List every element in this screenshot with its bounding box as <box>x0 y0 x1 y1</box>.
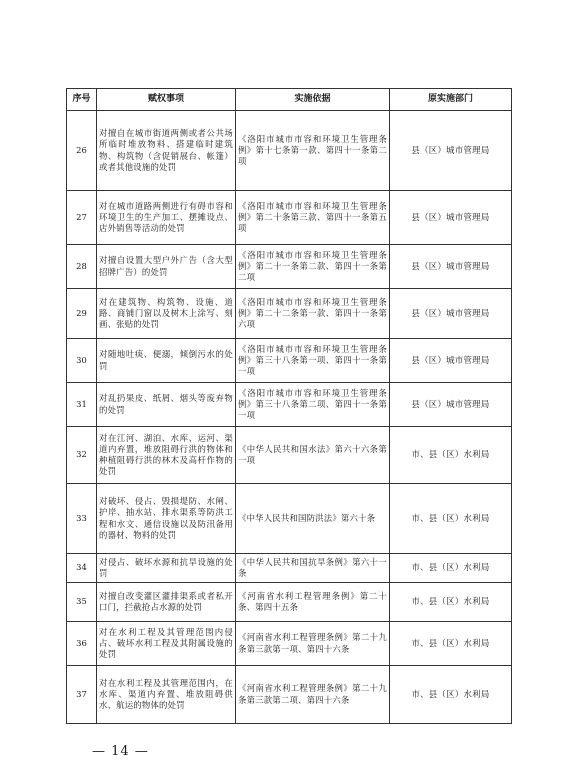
row-department: 市、县（区）水利局 <box>390 666 512 724</box>
row-item: 对擅自设置大型户外广告（含大型招牌广告）的处罚 <box>97 245 236 289</box>
table-row <box>67 339 512 383</box>
table-row <box>67 622 512 666</box>
row-number: 37 <box>67 666 97 724</box>
table-header-row <box>67 89 512 111</box>
row-basis: 《中华人民共和国防洪法》第六十条 <box>236 484 390 554</box>
empowerment-table <box>66 88 512 724</box>
table-row <box>67 583 512 622</box>
row-department: 县（区）城市管理局 <box>390 383 512 427</box>
row-basis: 《洛阳市城市市容和环境卫生管理条例》第三十八条第一项、第四十一条第一项 <box>236 339 390 383</box>
row-number: 36 <box>67 622 97 666</box>
row-department: 县（区）城市管理局 <box>390 339 512 383</box>
row-item: 对在城市道路两侧进行有碍市容和环境卫生的生产加工、摆摊设点、店外销售等活动的处罚 <box>97 191 236 245</box>
row-item: 对乱扔果皮、纸屑、烟头等废弃物的处罚 <box>97 383 236 427</box>
table-row <box>67 191 512 245</box>
table-row <box>67 554 512 583</box>
row-number: 26 <box>67 111 97 191</box>
row-number: 28 <box>67 245 97 289</box>
table-row <box>67 111 512 191</box>
row-item: 对随地吐痰、便溺，倾倒污水的处罚 <box>97 339 236 383</box>
row-basis: 《洛阳市城市市容和环境卫生管理条例》第十七条第一款、第四十一条第二项 <box>236 111 390 191</box>
table-row <box>67 666 512 724</box>
row-department: 县（区）城市管理局 <box>390 111 512 191</box>
row-item: 对在江河、湖泊、水库、运河、渠道内弃置，堆放阻碍行洪的物体和种植阻碍行洪的林木及高杆作物的处罚 <box>97 427 236 484</box>
row-department: 县（区）城市管理局 <box>390 289 512 339</box>
row-number: 30 <box>67 339 97 383</box>
row-item: 对侵占、破坏水源和抗旱设施的处罚 <box>97 554 236 583</box>
row-basis: 《洛阳市城市市容和环境卫生管理条例》第二十一条第二款、第四十一条第二项 <box>236 245 390 289</box>
row-item: 对在水利工程及其管理范围内侵占、破坏水利工程及其附属设施的处罚 <box>97 622 236 666</box>
table-row <box>67 484 512 554</box>
row-department: 市、县（区）水利局 <box>390 622 512 666</box>
header-department: 原实施部门 <box>390 89 512 111</box>
table-row <box>67 289 512 339</box>
row-item: 对擅自在城市街道两侧或者公共场所临时堆放物料、搭建临时建筑物、构筑物（含促销展台、帐篷）或者其他设施的处罚 <box>97 111 236 191</box>
row-department: 市、县（区）水利局 <box>390 583 512 622</box>
row-item: 对在水利工程及其管理范围内，在水库、渠道内弃置、堆放阻碍供水、航运的物体的处罚 <box>97 666 236 724</box>
row-basis: 《中华人民共和国抗旱条例》第六十一条 <box>236 554 390 583</box>
row-basis: 《河南省水利工程管理条例》第二十九条第三款第一项、第四十六条 <box>236 622 390 666</box>
row-department: 县（区）城市管理局 <box>390 245 512 289</box>
row-number: 35 <box>67 583 97 622</box>
table-row <box>67 427 512 484</box>
table-row <box>67 245 512 289</box>
row-basis: 《洛阳市城市市容和环境卫生管理条例》第二十二条第一款、第四十一条第六项 <box>236 289 390 339</box>
row-item: 对擅自改变灌区灌排渠系或者私开口门，拦截抢占水源的处罚 <box>97 583 236 622</box>
row-basis: 《河南省水利工程管理条例》第二十九条第三款第二项、第四十六条 <box>236 666 390 724</box>
page-number: — 14 — <box>92 744 149 759</box>
row-number: 34 <box>67 554 97 583</box>
row-department: 市、县（区）水利局 <box>390 427 512 484</box>
header-basis: 实施依据 <box>236 89 390 111</box>
row-number: 27 <box>67 191 97 245</box>
row-basis: 《中华人民共和国水法》第六十六条第一项 <box>236 427 390 484</box>
header-item: 赋权事项 <box>97 89 236 111</box>
table-row <box>67 383 512 427</box>
row-basis: 《河南省水利工程管理条例》第二十条、第四十五条 <box>236 583 390 622</box>
row-number: 31 <box>67 383 97 427</box>
row-basis: 《洛阳市城市市容和环境卫生管理条例》第三十八条第二项、第四十一条第一项 <box>236 383 390 427</box>
header-number: 序号 <box>67 89 97 111</box>
row-department: 市、县（区）水利局 <box>390 554 512 583</box>
row-department: 市、县（区）水利局 <box>390 484 512 554</box>
row-number: 32 <box>67 427 97 484</box>
row-number: 33 <box>67 484 97 554</box>
row-number: 29 <box>67 289 97 339</box>
row-item: 对在建筑物、构筑物、设施、道路、商铺门窗以及树木上涂写、刻画、张贴的处罚 <box>97 289 236 339</box>
row-item: 对破坏、侵占、毁损堤防、水闸、护岸、抽水站、排水渠系等防洪工程和水文、通信设施以及防汛备用的器材、物料的处罚 <box>97 484 236 554</box>
row-department: 县（区）城市管理局 <box>390 191 512 245</box>
row-basis: 《洛阳市城市市容和环境卫生管理条例》第二十条第三款、第四十一条第五项 <box>236 191 390 245</box>
